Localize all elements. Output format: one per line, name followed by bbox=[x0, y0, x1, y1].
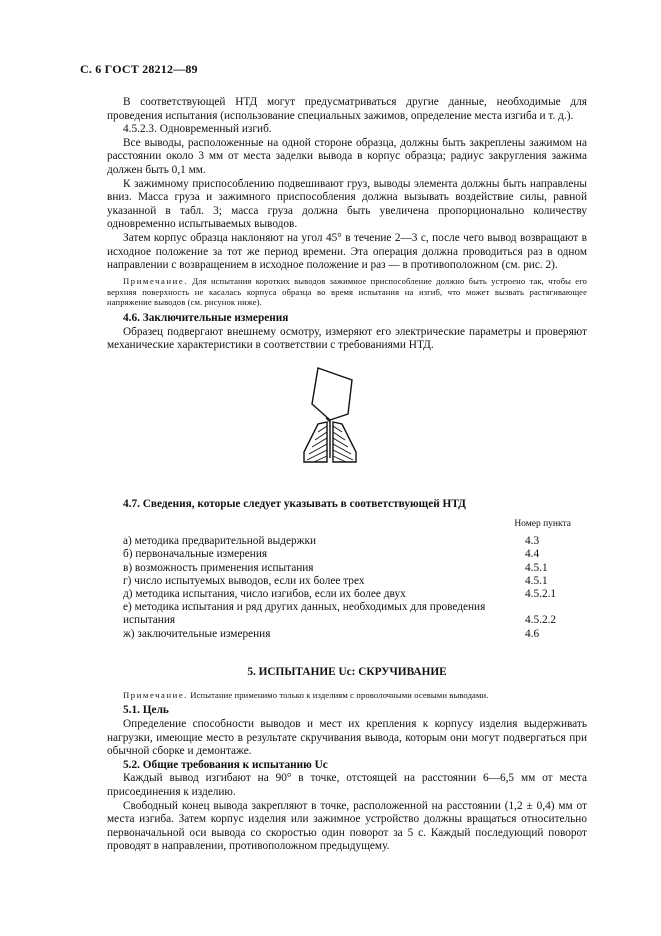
section-5-2-title: 5.2. Общие требования к испытанию Uc bbox=[123, 758, 328, 771]
row-number: 4.5.2.1 bbox=[525, 588, 557, 600]
section-5 bbox=[107, 652, 587, 854]
specimen-body bbox=[312, 368, 352, 420]
row-number: 4.6 bbox=[525, 627, 540, 640]
paragraph-final-measurements: Образец подвергают внешнему осмотру, измеряют его электрические параметры и проверяют механические характеристики в соответствии с требованиями НТД. bbox=[107, 325, 587, 352]
paragraph-bend: Каждый вывод изгибают на 90° в точке, отстоящей на расстоянии 6—6,5 мм от места присоединения к изделию. bbox=[107, 772, 587, 798]
row-text: а) методика предварительной выдержки bbox=[123, 535, 317, 548]
note-label: Примечание. bbox=[123, 689, 189, 700]
note-label: Примечание. bbox=[123, 275, 189, 286]
clamp-figure bbox=[290, 362, 370, 472]
row-number: 4.4 bbox=[525, 548, 540, 561]
table-row bbox=[107, 628, 587, 641]
row-text: г) число испытуемых выводов, если их более трех bbox=[123, 574, 365, 587]
row-text: е) методика испытания и ряд других данных, необходимых для проведения испытания bbox=[123, 601, 486, 627]
reference-table bbox=[107, 518, 587, 641]
table-row bbox=[107, 535, 587, 548]
table-row bbox=[107, 601, 587, 627]
row-text: б) первоначальные измерения bbox=[123, 548, 268, 561]
row-text: д) методика испытания, число изгибов, если их более двух bbox=[123, 588, 406, 600]
paragraph-clamp: Все выводы, расположенные на одной стороне образца, должны быть закреплены зажимом на расстоянии около 3 мм от места заделки вывода в корпус образца; радиус закругления зажима должен быть 0,1 мм. bbox=[107, 136, 587, 176]
note-axial-leads bbox=[107, 690, 587, 701]
section-4-7-title: 4.7. Сведения, которые следует указывать в соответствующей НТД bbox=[123, 498, 466, 510]
table-row bbox=[107, 575, 587, 588]
note-text: Испытание применимо только к изделиям с проволочными осевыми выводами. bbox=[190, 689, 489, 700]
paragraph-tilt: Затем корпус образца наклоняют на угол 45° в течение 2—3 с, после чего вывод возвращают в исходное положение за тот же период времени. Эта операция должна проводиться раз в одном направлении с возвращением в исходное положение и раз — в противоположном (см. рис. 2). bbox=[107, 231, 587, 272]
subsection-4-5-2-3-title: 4.5.2.3. Одновременный изгиб. bbox=[123, 123, 272, 136]
row-number: 4.5.1 bbox=[525, 574, 548, 587]
table-row bbox=[107, 562, 587, 575]
paragraph-weight: К зажимному приспособлению подвешивают груз, выводы элемента должны быть направлены вниз. Масса груза и зажимного приспособления должна вызывать воздействие силы, равной указанной в табл. 3; масса груза должна быть увеличена пропорционально количеству одновременно испытываемых выводов. bbox=[107, 177, 587, 231]
page-header: С. 6 ГОСТ 28212—89 bbox=[80, 62, 198, 76]
row-text: в) возможность применения испытания bbox=[123, 561, 314, 574]
paragraph-purpose: Определение способности выводов и мест их крепления к корпусу изделия выдерживать нагрузки, имеющие место в результате скручивания вывода, которым они могут подвергаться при обычной сборке и демонтаже. bbox=[107, 717, 587, 758]
paragraph-rotation: Свободный конец вывода закрепляют в точке, расположенной на расстоянии (1,2 ± 0,4) мм от места изгиба. Затем корпус изделия или зажимное устройство должны вращаться относительно первоначальной оси вывода со скоростью один поворот за 5 с. Каждый последующий поворот проводят в направлении, противоположном предыдущему. bbox=[107, 799, 587, 853]
row-number: 4.5.2.2 bbox=[525, 614, 557, 627]
table-row bbox=[107, 588, 587, 601]
section-4-5-2-continued bbox=[107, 96, 587, 353]
note-short-leads bbox=[107, 276, 587, 308]
section-5-title: 5. ИСПЫТАНИЕ Uc: СКРУЧИВАНИЕ bbox=[247, 666, 447, 678]
table-row bbox=[107, 548, 587, 561]
table-column-header: Номер пункта bbox=[514, 518, 571, 529]
section-5-1-title: 5.1. Цель bbox=[123, 704, 169, 717]
note-text: Для испытания коротких выводов зажимное приспособление должно быть устроено так, чтобы его верхняя поверхность не касалась корпуса образца во время испытания на изгиб, что может вызвать растягивающее напряжение выводов (см. рисунок ниже). bbox=[107, 275, 588, 308]
paragraph-ntd-data: В соответствующей НТД могут предусматриваться другие данные, необходимые для проведения испытания (использование специальных зажимов, определение места изгиба и т. д.). bbox=[107, 96, 587, 122]
section-4-6-title: 4.6. Заключительные измерения bbox=[123, 312, 289, 325]
row-number: 4.3 bbox=[525, 535, 540, 548]
row-number: 4.5.1 bbox=[525, 561, 548, 574]
row-text: ж) заключительные измерения bbox=[123, 627, 271, 640]
section-4-7 bbox=[107, 498, 587, 641]
